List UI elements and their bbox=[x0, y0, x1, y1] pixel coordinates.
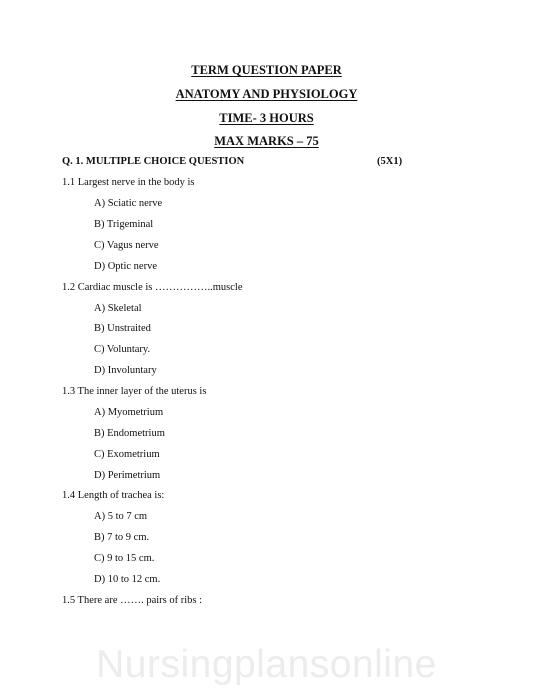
question-1-1-option-a: A) Sciatic nerve bbox=[94, 198, 163, 209]
question-1-3-option-c: C) Exometrium bbox=[94, 449, 160, 460]
question-1-2-option-a: A) Skeletal bbox=[94, 303, 142, 314]
max-marks: MAX MARKS – 75 bbox=[214, 134, 319, 148]
question-1-4-option-a: A) 5 to 7 cm bbox=[94, 511, 148, 522]
question-1-4: 1.4 Length of trachea is: bbox=[62, 490, 165, 501]
paper-title: TERM QUESTION PAPER bbox=[191, 63, 342, 77]
question-1-5: 1.5 There are ……. pairs of ribs : bbox=[62, 595, 203, 606]
question-1-3-option-d: D) Perimetrium bbox=[94, 470, 161, 481]
question-1-4-option-d: D) 10 to 12 cm. bbox=[94, 574, 161, 585]
subject-title: ANATOMY AND PHYSIOLOGY bbox=[175, 87, 358, 101]
question-1-1-option-d: D) Optic nerve bbox=[94, 261, 157, 272]
question-1-3-option-b: B) Endometrium bbox=[94, 428, 165, 439]
question-1-2-option-c: C) Voluntary. bbox=[94, 344, 151, 355]
watermark-text: Nursingplansonline bbox=[96, 643, 437, 686]
time-allowed: TIME- 3 HOURS bbox=[219, 111, 314, 125]
question-1-2: 1.2 Cardiac muscle is ……………..muscle bbox=[62, 282, 243, 293]
question-1-4-option-b: B) 7 to 9 cm. bbox=[94, 532, 150, 543]
question-1-4-option-c: C) 9 to 15 cm. bbox=[94, 553, 155, 564]
question-1-3: 1.3 The inner layer of the uterus is bbox=[62, 386, 207, 397]
question-1-2-option-d: D) Involuntary bbox=[94, 365, 157, 376]
question-1-3-option-a: A) Myometrium bbox=[94, 407, 164, 418]
question-1-1-option-c: C) Vagus nerve bbox=[94, 240, 159, 251]
question-1-1-option-b: B) Trigeminal bbox=[94, 219, 154, 230]
section-title: Q. 1. MULTIPLE CHOICE QUESTION bbox=[62, 156, 245, 167]
question-1-1: 1.1 Largest nerve in the body is bbox=[62, 177, 195, 188]
section-marks: (5X1) bbox=[377, 156, 403, 167]
question-1-2-option-b: B) Unstraited bbox=[94, 323, 151, 334]
